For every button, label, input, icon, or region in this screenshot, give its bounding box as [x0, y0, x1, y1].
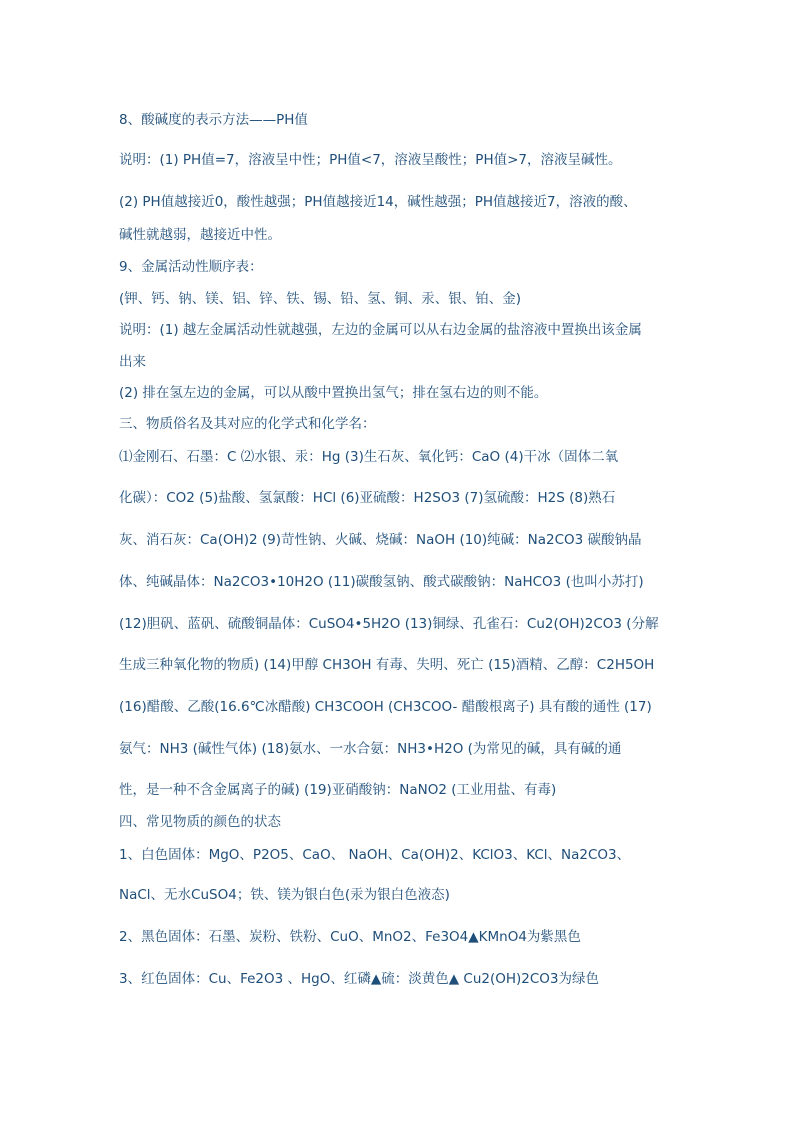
metal-activity-series: (钾、钙、钠、镁、铝、锌、铁、锡、铅、氢、铜、汞、银、铂、金)	[119, 291, 522, 307]
names-line-7: (16)醋酸、乙酸(16.6℃冰醋酸) CH3COOH (CH3COO- 醋酸根离子) 具有酸的通性 (17)	[119, 699, 652, 715]
white-solids-cont: NaCl、无水CuSO4；铁、镁为银白色(汞为银白色液态)	[119, 887, 450, 903]
ph-note-2: (2) PH值越接近0，酸性越强；PH值越接近14，碱性越强；PH值越接近7，溶液的酸、	[119, 194, 637, 210]
ph-note-2-cont: 碱性就越弱，越接近中性。	[119, 227, 281, 243]
names-line-5: (12)胆矾、蓝矾、硫酸铜晶体：CuSO4•5H2O (13)铜绿、孔雀石：Cu2(OH)2CO3 (分解	[119, 616, 659, 632]
white-solids: 1、白色固体：MgO、P2O5、CaO、 NaOH、Ca(OH)2、KClO3、KCl、Na2CO3、	[119, 847, 631, 863]
red-solids: 3、红色固体：Cu、Fe2O3 、HgO、红磷▲硫：淡黄色▲ Cu2(OH)2CO3为绿色	[119, 971, 600, 987]
black-solids: 2、黑色固体：石墨、炭粉、铁粉、CuO、MnO2、Fe3O4▲KMnO4为紫黑色	[119, 929, 581, 945]
section-8-heading: 8、酸碱度的表示方法——PH值	[119, 112, 308, 128]
names-line-3: 灰、消石灰：Ca(OH)2 (9)苛性钠、火碱、烧碱：NaOH (10)纯碱：Na2CO3 碳酸钠晶	[119, 532, 642, 548]
metal-note-1: 说明：(1) 越左金属活动性就越强，左边的金属可以从右边金属的盐溶液中置换出该金属	[119, 322, 642, 338]
names-line-2: 化碳）：CO2 (5)盐酸、氢氯酸：HCl (6)亚硫酸：H2SO3 (7)氢硫酸：H2S (8)熟石	[119, 490, 616, 506]
section-4-heading: 四、常见物质的颜色的状态	[119, 814, 281, 830]
metal-note-1-cont: 出来	[119, 354, 146, 370]
names-line-9: 性，是一种不含金属离子的碱) (19)亚硝酸钠：NaNO2 (工业用盐、有毒)	[119, 782, 557, 798]
names-line-1: ⑴金刚石、石墨：C ⑵水银、汞：Hg (3)生石灰、氧化钙：CaO (4)干冰（固体二氧	[119, 449, 619, 465]
names-line-4: 体、纯碱晶体：Na2CO3•10H2O (11)碳酸氢钠、酸式碳酸钠：NaHCO3 (也叫小苏打)	[119, 574, 644, 590]
metal-note-2: (2) 排在氢左边的金属，可以从酸中置换出氢气；排在氢右边的则不能。	[119, 385, 548, 401]
names-line-6: 生成三种氧化物的物质) (14)甲醇 CH3OH 有毒、失明、死亡 (15)酒精、乙醇：C2H5OH	[119, 657, 655, 673]
section-3-heading: 三、物质俗名及其对应的化学式和化学名：	[119, 416, 376, 432]
ph-note-1: 说明：(1) PH值=7，溶液呈中性；PH值<7，溶液呈酸性；PH值>7，溶液呈碱性。	[119, 152, 622, 168]
section-9-heading: 9、金属活动性顺序表：	[119, 259, 263, 275]
names-line-8: 氨气：NH3 (碱性气体) (18)氨水、一水合氨：NH3•H2O (为常见的碱，具有碱的通	[119, 741, 622, 757]
